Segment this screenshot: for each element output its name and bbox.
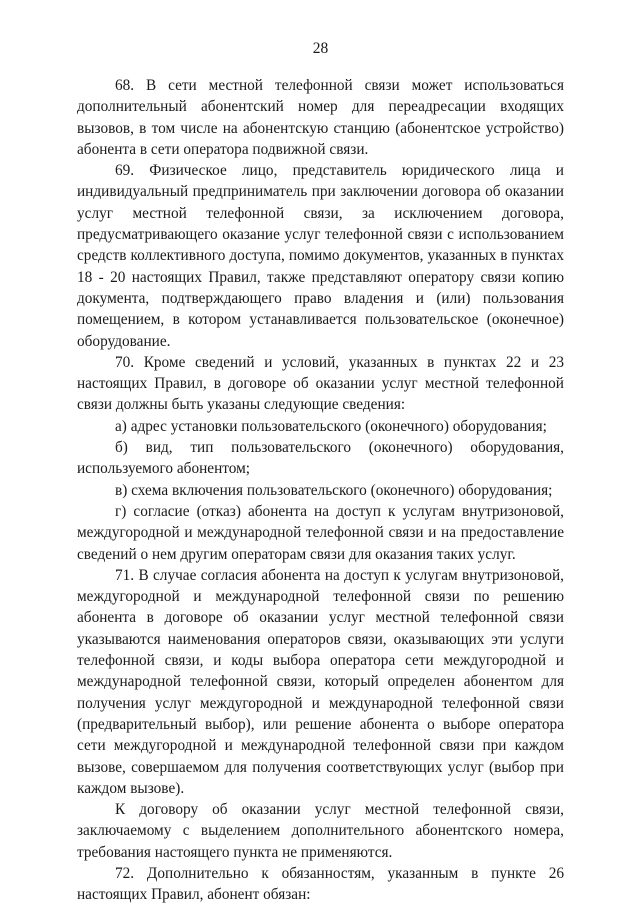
document-body [77,75,564,906]
paragraph-70-g: г) согласие (отказ) абонента на доступ к услугам внутризоновой, междугородной и международной телефонной связи и на предоставление сведений о нем другим операторам связи для оказания таких услуг. [77,502,564,563]
paragraph-70-v: в) схема включения пользовательского (оконечного) оборудования; [115,481,553,499]
paragraph-70-a: а) адрес установки пользовательского (оконечного) оборудования; [115,417,547,435]
paragraph-71: 71. В случае согласия абонента на доступ к услугам внутризоновой, междугородной и международной телефонной связи по решению абонента в договоре об оказании услуг местной телефонной связи указываются наименования операторов связи, оказывающих эти услуги телефонной связи, и коды выбора оператора сети междугородной и международной телефонной связи, который определен абонентом для получения услуг междугородной и международной телефонной связи (предварительный выбор), или решение абонента о выборе оператора сети междугородной и международной телефонной связи при каждом вызове, совершаемом для получения соответствующих услуг (выбор при каждом вызове). [77,566,564,797]
paragraph-72: 72. Дополнительно к обязанностям, указанным в пункте 26 настоящих Правил, абонент обязан: [77,864,564,904]
paragraph-69: 69. Физическое лицо, представитель юридического лица и индивидуальный предприниматель при заключении договора об оказании услуг местной телефонной связи, за исключением договора, предусматривающего оказание услуг телефонной связи с использованием средств коллективного доступа, помимо документов, указанных в пунктах 18 - 20 настоящих Правил, также представляют оператору связи копию документа, подтверждающего право владения и (или) пользования помещением, в котором устанавливается пользовательское (оконечное) оборудование. [77,162,564,350]
paragraph-70: 70. Кроме сведений и условий, указанных в пунктах 22 и 23 настоящих Правил, в договоре об оказании услуг местной телефонной связи должны быть указаны следующие сведения: [77,353,564,414]
page-number: 28 [312,40,329,57]
paragraph-68: 68. В сети местной телефонной связи может использоваться дополнительный абонентский номер для переадресации входящих вызовов, в том числе на абонентскую станцию (абонентское устройство) абонента в сети оператора подвижной связи. [77,77,564,158]
paragraph-70-b: б) вид, тип пользовательского (оконечного) оборудования, используемого абонентом; [77,439,564,478]
paragraph-71-note: К договору об оказании услуг местной телефонной связи, заключаемому с выделением дополнительного абонентского номера, требования настоящего пункта не применяются. [77,801,564,861]
